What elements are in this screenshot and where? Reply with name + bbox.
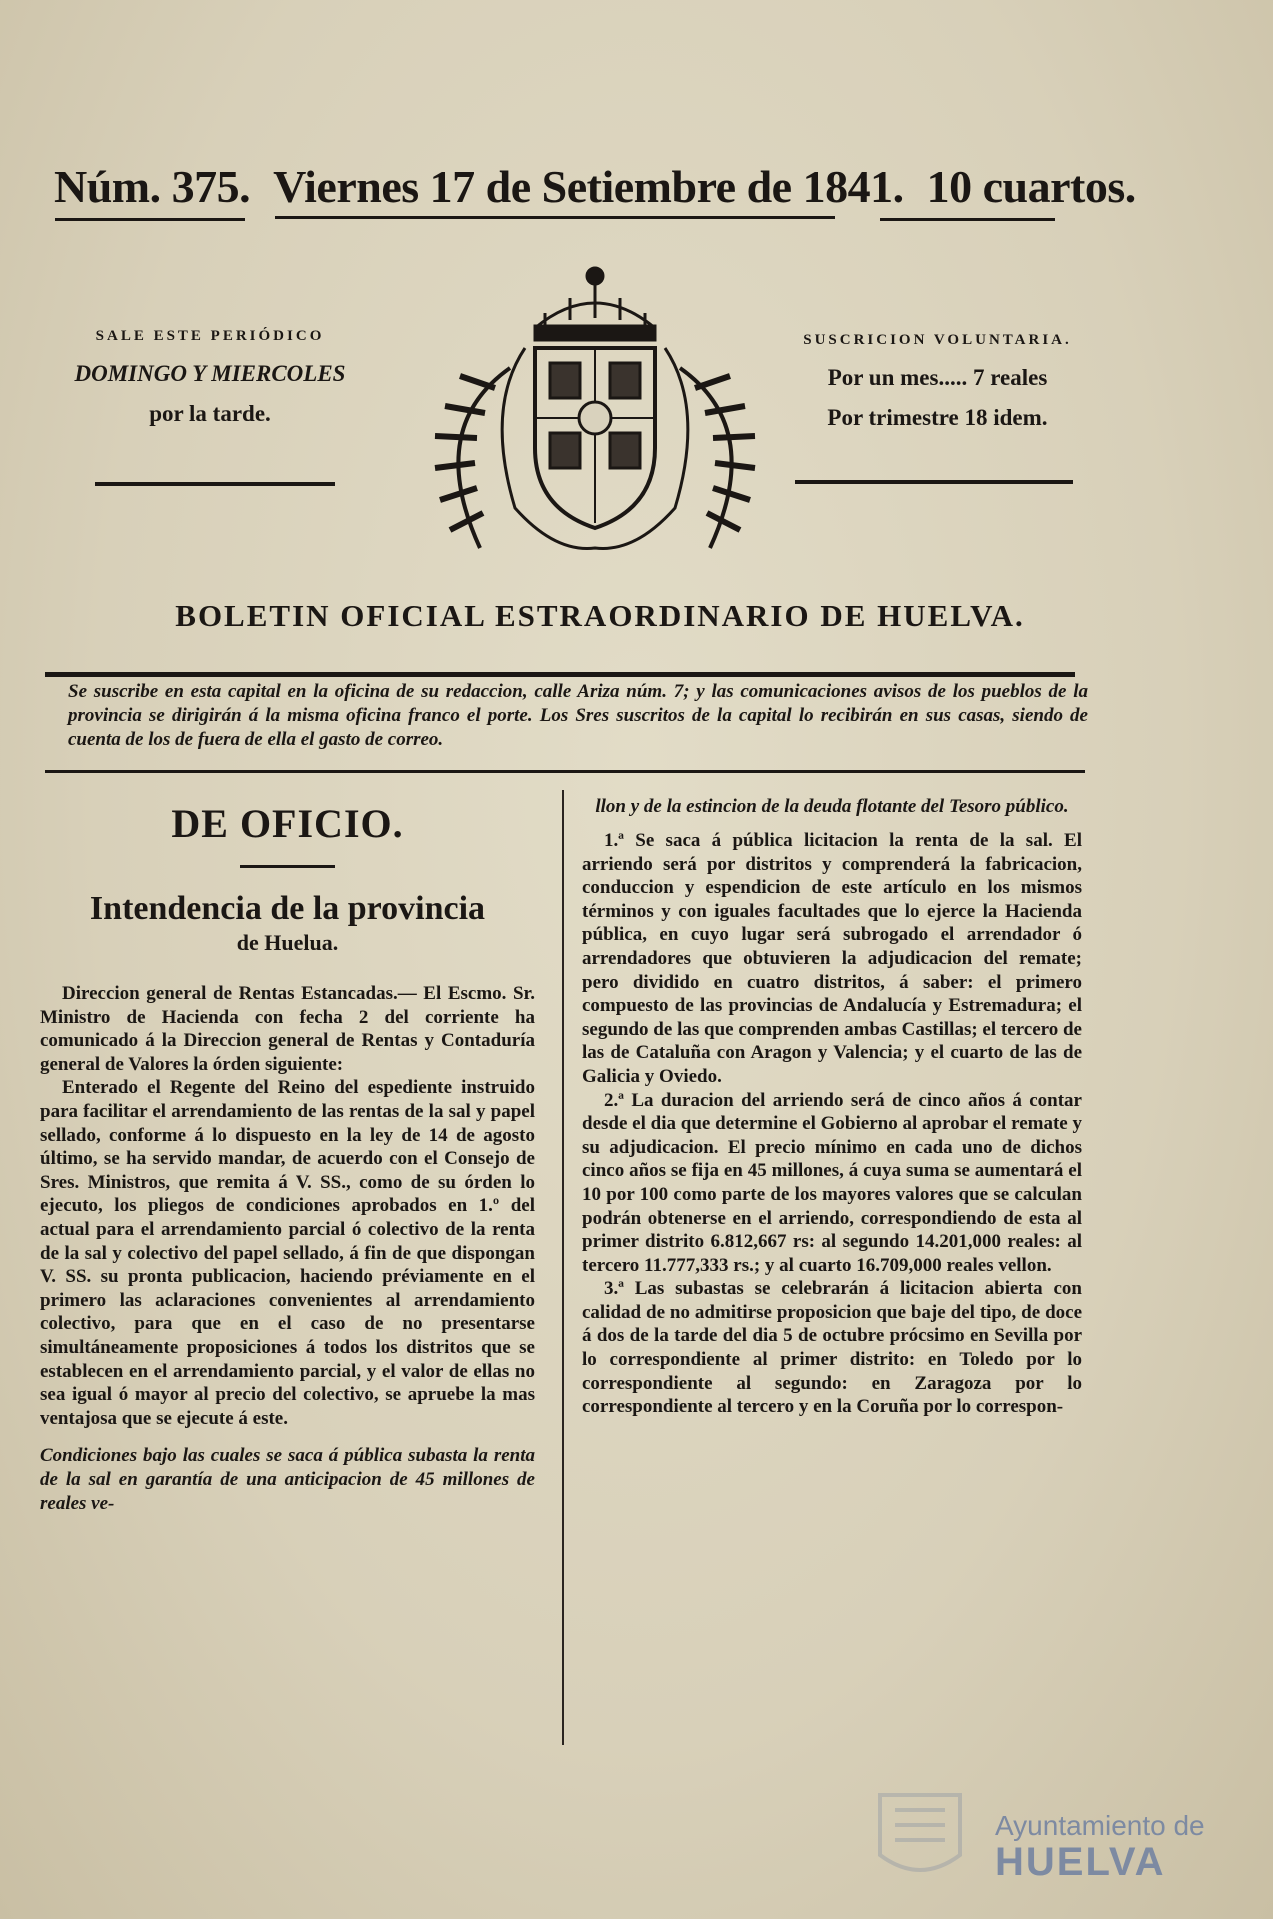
subscription-info: [790, 332, 1085, 431]
subscription-heading: SUSCRICION VOLUNTARIA.: [803, 332, 1072, 348]
schedule-time: por la tarde.: [149, 401, 271, 426]
conditions-heading-continued: llon y de la estincion de la deuda flotante del Tesoro público.: [595, 796, 1069, 817]
masthead: [48, 160, 1136, 213]
watermark-line-2: HUELVA: [995, 1840, 1166, 1884]
schedule-heading: SALE ESTE PERIÓDICO: [95, 328, 325, 344]
right-box-rule: [795, 480, 1073, 484]
notice-rule-top: [45, 672, 1075, 677]
conditions-heading: Condiciones bajo las cuales se saca á pública subasta la renta de la sal en garantía de una anticipacion de 45 millones de reales ve-: [40, 1445, 535, 1515]
masthead-rule-center: [275, 216, 835, 219]
article-heading: Intendencia de la provincia: [89, 890, 486, 927]
section-rule: [240, 865, 335, 868]
issue-date: Viernes 17 de Setiembre de 1841.: [273, 161, 904, 212]
issue-number: Núm. 375.: [54, 161, 251, 212]
royal-coat-of-arms-icon: [385, 258, 805, 568]
right-column: [582, 795, 1082, 1419]
issue-price: 10 cuartos.: [926, 161, 1136, 212]
schedule-days: DOMINGO Y MIERCOLES: [74, 361, 346, 386]
condition-item-3: 3.ª Las subastas se celebrarán á licitacion abierta con calidad de no admitirse proposicion que baje del tipo, de doce á dos de la tarde del dia 5 de octubre prócsimo en Sevilla por lo correspondiente al primer distrito: en Toledo por lo correspondiente al segundo: en Zaragoza por lo correspondiente al tercero y en la Coruña por lo correspon-: [582, 1278, 1082, 1418]
bulletin-title: BOLETIN OFICIAL ESTRAORDINARIO DE HUELVA.: [175, 598, 1025, 633]
notice-rule-bottom: [45, 770, 1085, 773]
subscription-month: Por un mes..... 7 reales: [827, 365, 1048, 390]
subscription-notice: Se suscribe en esta capital en la oficina de su redaccion, calle Ariza núm. 7; y las comunicaciones avisos de los pueblos de la provincia se dirigirán á la misma oficina franco el porte. Los Sres suscritos de la capital lo recibirán en sus casas, siendo de cuenta de los de fuera de ella el gasto de correo.: [68, 681, 1088, 750]
watermark-line-1: Ayuntamiento de: [995, 1810, 1205, 1841]
masthead-rule-left: [55, 218, 245, 221]
publication-schedule: [40, 328, 380, 427]
condition-item-2: 2.ª La duracion del arriendo será de cinco años á contar desde el dia que determine el Gobierno al aprobar el remate y su adjudicacion. El precio mínimo en cada uno de dichos cinco años se fija en 45 millones, á cuya suma se aumentará el 10 por 100 como parte de los mayores valores que se calculan podrán obtenerse en el arriendo, correspondiendo de esta al primer distrito 6.812,667 rs: al segundo 14.201,000 reales: al tercero 11.777,333 rs.; y al cuarto 16.709,000 reales vellon.: [582, 1089, 1082, 1276]
section-heading: DE OFICIO.: [171, 801, 404, 846]
article-paragraph-2: Enterado el Regente del Reino del espediente instruido para facilitar el arrendamiento de las rentas de la sal y papel sellado, conforme á lo dispuesto en la ley de 14 de agosto último, se ha servido mandar, de acuerdo con el Consejo de Sres. Ministros, que remita á V. SS., como de su órden lo ejecuto, los pliegos de condiciones aprobados en 1.º del actual para el arrendamiento parcial ó colectivo de la renta de la sal y colectivo del papel sellado, á fin de que dispongan V. SS. su pronta publicacion, haciendo préviamente en el primero las aclaraciones convenientes al arrendamiento colectivo, para que en el caso de no presentarse simultáneamente proposiciones á todos los distritos que se establecen en el arrendamiento parcial, y el valor de ellas no sea igual ó mayor al precio del colectivo, se apruebe la mas ventajosa que se ejecute á este.: [40, 1077, 535, 1429]
subscription-quarter: Por trimestre 18 idem.: [827, 405, 1048, 430]
masthead-rule-right: [880, 218, 1055, 221]
article-paragraph-1: Direccion general de Rentas Estancadas.— El Escmo. Sr. Ministro de Hacienda con fecha 2 del corriente ha comunicado á la Direccion general de Rentas y Contaduría general de Valores la órden siguiente:: [40, 983, 535, 1075]
column-divider: [562, 790, 564, 1745]
article-subheading: de Huelua.: [236, 930, 339, 955]
left-box-rule: [95, 482, 335, 486]
condition-item-1: 1.ª Se saca á pública licitacion la renta de la sal. El arriendo será por distritos y comprenderá la fabricacion, conduccion y espendicion de este artículo en los mismos términos y con iguales facultades que lo ejerce la Hacienda pública, en cuyo lugar será subrogado el arrendador ó arrendadores que obtuvieren la adjudicacion del remate; pero dividido en cuatro distritos, á saber: el primero compuesto de las provincias de Andalucía y Estremadura; el segundo de las que comprenden ambas Castillas; el tercero de las de Cataluña con Aragon y Valencia; y el cuarto de las de Galicia y Oviedo.: [582, 830, 1082, 1087]
left-column: [40, 800, 535, 1516]
